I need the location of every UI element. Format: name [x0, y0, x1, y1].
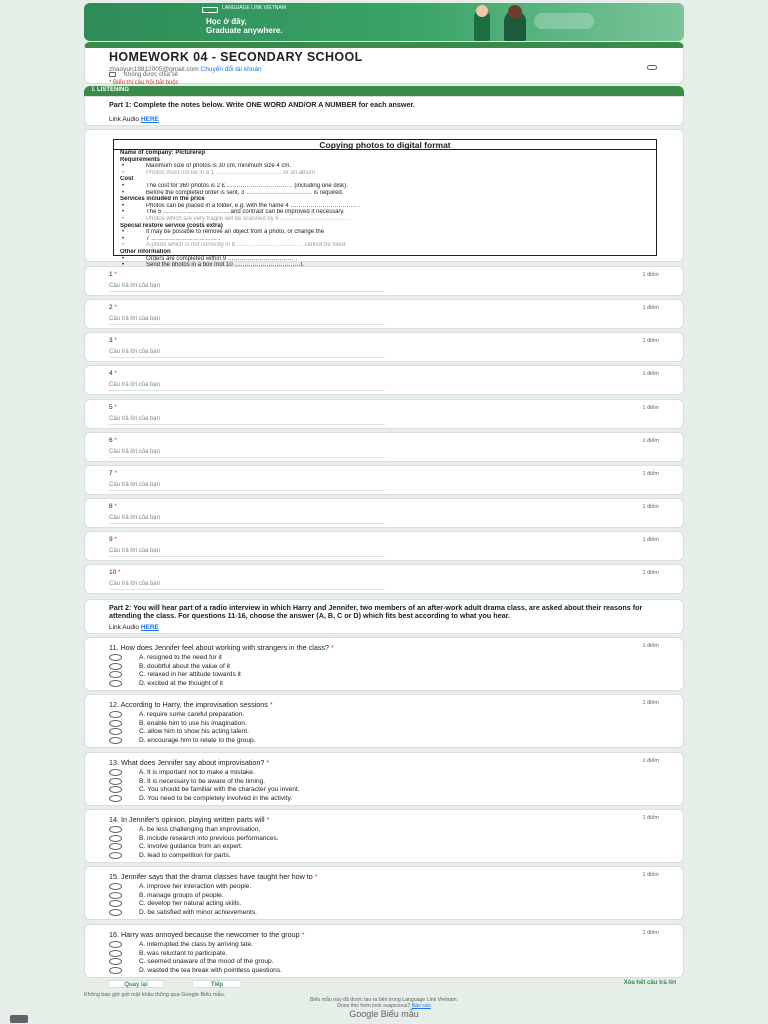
answer-option[interactable]: [109, 711, 649, 720]
multiple-choice-question: [84, 637, 684, 691]
option-label: A. improve her interaction with people.: [139, 883, 252, 890]
radio-button[interactable]: [109, 680, 122, 687]
short-answer-question: [84, 266, 684, 296]
answer-option[interactable]: [109, 786, 649, 795]
answer-option[interactable]: [109, 900, 649, 909]
required-star: *: [112, 503, 117, 510]
option-label: B. doubtful about the value of it: [139, 662, 230, 670]
logo-text: LANGUAGE LINK VIETNAM: [222, 5, 286, 11]
notes-row: Services included in the price: [120, 196, 205, 203]
answer-input[interactable]: Câu trả lời của bạn: [109, 316, 385, 325]
question-label: [109, 872, 318, 881]
notes-row: Cost: [120, 176, 134, 183]
option-label: B. It is necessary to be aware of the timing.: [139, 777, 266, 785]
question-label: [109, 304, 117, 311]
short-answer-question: [84, 299, 684, 329]
radio-button[interactable]: [109, 835, 122, 842]
radio-button[interactable]: [109, 728, 122, 735]
notes-row: • Photos must not be in a 1 …………………………… or an album.: [114, 170, 656, 177]
points-label: 1 điểm: [642, 570, 659, 576]
notes-row: Other information: [120, 248, 171, 255]
answer-option[interactable]: [109, 883, 649, 892]
question-number: 5: [109, 404, 113, 411]
answer-option[interactable]: [109, 720, 649, 729]
answer-option[interactable]: [109, 892, 649, 901]
required-star: *: [112, 304, 117, 311]
answer-option[interactable]: [109, 941, 649, 950]
multiple-choice-question: [84, 809, 684, 863]
cloud-save-icon: [647, 65, 657, 70]
banner-tagline: [206, 17, 282, 35]
answer-input[interactable]: Câu trả lời của bạn: [109, 349, 385, 358]
question-text: 14. In Jennifer's opinion, playing written parts will: [109, 815, 265, 824]
tagline-line-2: Graduate anywhere.: [206, 26, 283, 35]
radio-button[interactable]: [109, 900, 122, 907]
points-label: 1 điểm: [642, 371, 659, 377]
option-label: B. include research into previous performances.: [139, 834, 279, 842]
radio-button[interactable]: [109, 778, 122, 785]
required-star: *: [299, 930, 305, 939]
notes-row: • Photos which are very fragile will be scanned by 6 …………………………… .: [114, 216, 656, 223]
option-label: C. allow him to show his acting talent.: [139, 728, 249, 736]
question-number: 2: [109, 304, 113, 311]
radio-button[interactable]: [109, 967, 122, 974]
points-label: 1 điểm: [642, 872, 659, 878]
short-answer-question: [84, 332, 684, 362]
tagline-line-1: Học ở đây,: [206, 17, 247, 26]
required-star: *: [116, 569, 121, 576]
question-text: 16. Harry was annoyed because the newcomer to the group: [109, 930, 300, 939]
radio-button[interactable]: [109, 795, 122, 802]
option-label: C. relaxed in her attitude towards it: [139, 671, 241, 679]
question-label: [109, 370, 117, 377]
radio-button[interactable]: [109, 826, 122, 833]
answer-input[interactable]: Câu trả lời của bạn: [109, 581, 385, 590]
answer-input[interactable]: Câu trả lời của bạn: [109, 416, 385, 425]
question-label: [109, 569, 121, 576]
question-number: 8: [109, 503, 113, 510]
answer-option[interactable]: [109, 958, 649, 967]
required-star: *: [329, 643, 334, 652]
part1-audio-link[interactable]: HERE: [140, 116, 159, 123]
radio-button[interactable]: [109, 786, 122, 793]
title-card: [84, 42, 684, 84]
required-star: *: [112, 437, 117, 444]
points-label: 1 điểm: [642, 758, 659, 764]
option-label: B. manage groups of people.: [139, 891, 224, 899]
radio-button[interactable]: [109, 769, 122, 776]
required-star: *: [112, 536, 117, 543]
required-star: *: [112, 404, 117, 411]
question-label: [109, 700, 273, 709]
form-footer: [84, 980, 684, 1024]
form-title: HOMEWORK 04 - SECONDARY SCHOOL: [109, 50, 363, 64]
disclaimer-line: Biểu mẫu này đã được tạo ra bên trong Language Link Vietnam.: [309, 997, 459, 1003]
answer-option[interactable]: [109, 909, 649, 918]
option-label: D. You need to be completely involved in the activity.: [139, 794, 293, 802]
radio-button[interactable]: [109, 909, 122, 916]
radio-button[interactable]: [109, 892, 122, 899]
answer-input[interactable]: Câu trả lời của bạn: [109, 283, 385, 292]
question-number: 9: [109, 536, 113, 543]
answer-option[interactable]: [109, 778, 649, 787]
question-label: [109, 470, 117, 477]
answer-option[interactable]: [109, 680, 649, 689]
option-label: D. be satisfied with minor achievements.: [139, 908, 258, 916]
corner-widget-icon[interactable]: [10, 1015, 28, 1023]
notes-title: Copying photos to digital format: [114, 140, 656, 150]
points-label: 1 điểm: [642, 338, 659, 344]
question-text: 11. How does Jennifer feel about working with strangers in the class?: [109, 643, 330, 652]
question-text: 13. What does Jennifer say about improvisation?: [109, 758, 265, 767]
option-label: B. was reluctant to participate.: [139, 949, 228, 957]
notes-row: • Photos can be placed in a folder, e.g. with the name 4 …………………………… .: [114, 203, 656, 210]
notes-row: Name of company: Picturerep: [120, 150, 206, 156]
answer-option[interactable]: [109, 728, 649, 737]
notes-row: • Before the completed order is sent, 3 …………………………… is required.: [114, 190, 656, 197]
question-label: [109, 815, 269, 824]
part1-audio-line: [109, 116, 159, 123]
disclaimer: [84, 998, 684, 1009]
header-banner: [84, 3, 684, 41]
radio-button[interactable]: [109, 720, 122, 727]
option-label: D. lead to competition for parts.: [139, 851, 231, 859]
banner-decoration: [534, 13, 594, 29]
option-label: A. It is important not to make a mistake.: [139, 769, 255, 776]
required-star: *: [112, 271, 117, 278]
required-star: *: [112, 370, 117, 377]
option-label: A. resigned to the need for it: [139, 654, 222, 661]
question-text: 12. According to Harry, the improvisation sessions: [109, 700, 268, 709]
clear-form-link[interactable]: Xóa hết câu trả lời: [623, 980, 676, 986]
question-label: [109, 437, 117, 444]
switch-account-link[interactable]: Chuyển đổi tài khoản: [200, 66, 262, 73]
required-star: *: [112, 470, 117, 477]
points-label: 1 điểm: [642, 504, 659, 510]
notes-row: • It may be possible to remove an object from a photo, or change the: [114, 229, 656, 236]
not-shared-line: [109, 72, 178, 78]
option-label: D. excited at the thought of it: [139, 679, 223, 687]
required-star: *: [264, 815, 270, 824]
question-number: 10: [109, 569, 117, 576]
part1-instructions: [84, 96, 684, 126]
notes-row: • The cost for 360 photos is 2 £ …………………………… (including one disk).: [114, 183, 656, 190]
answer-option[interactable]: [109, 795, 649, 804]
back-button[interactable]: Quay lại: [108, 980, 164, 988]
radio-button[interactable]: [109, 950, 122, 957]
question-number: 3: [109, 337, 113, 344]
suspicious-text: Does this form look suspicious?: [337, 1002, 411, 1009]
option-label: C. involve guidance from an expert.: [139, 843, 243, 851]
question-label: [109, 758, 269, 767]
multiple-choice-question: [84, 866, 684, 920]
answer-input[interactable]: Câu trả lời của bạn: [109, 449, 385, 458]
account-email: zhaoyun19812005@gmail.com: [109, 66, 199, 73]
answer-option[interactable]: [109, 663, 649, 672]
points-label: 1 điểm: [642, 815, 659, 821]
part2-instructions: [84, 599, 684, 634]
short-answer-question: [84, 564, 684, 594]
notes-image-card: [84, 129, 684, 262]
section-title: I. LISTENING: [92, 87, 130, 93]
notes-row: • Maximum size of photos is 30 cm, minimum size 4 cm.: [114, 163, 656, 170]
option-label: C. seemed unaware of the mood of the group.: [139, 958, 274, 966]
cloud-off-icon: [109, 72, 116, 77]
answer-option[interactable]: [109, 950, 649, 959]
option-label: C. develop her natural acting skills.: [139, 900, 242, 908]
part1-title: Part 1: Complete the notes below. Write ONE WORD AND/OR A NUMBER for each answer.: [109, 100, 415, 109]
next-button[interactable]: Tiếp: [192, 980, 242, 988]
option-label: A. be less challenging than improvisation.: [139, 826, 261, 833]
radio-button[interactable]: [109, 654, 122, 661]
answer-option[interactable]: [109, 654, 649, 663]
report-link[interactable]: Báo cáo: [411, 1002, 431, 1009]
notes-table: [113, 139, 657, 262]
required-star: *: [267, 700, 273, 709]
question-label: [109, 404, 117, 411]
answer-option[interactable]: [109, 852, 649, 861]
question-label: [109, 930, 304, 939]
part2-audio-line: [109, 624, 159, 631]
answer-input[interactable]: Câu trả lời của bạn: [109, 382, 385, 391]
points-label: 1 điểm: [642, 272, 659, 278]
radio-button[interactable]: [109, 958, 122, 965]
audio-label: Link Audio: [109, 116, 141, 123]
points-label: 1 điểm: [642, 537, 659, 543]
question-label: [109, 503, 117, 510]
radio-button[interactable]: [109, 737, 122, 744]
option-label: B. enable him to use his imagination.: [139, 719, 247, 727]
radio-button[interactable]: [109, 852, 122, 859]
answer-option[interactable]: [109, 967, 649, 976]
answer-input[interactable]: Câu trả lời của bạn: [109, 515, 385, 524]
points-label: 1 điểm: [642, 438, 659, 444]
radio-button[interactable]: [109, 941, 122, 948]
answer-option[interactable]: [109, 671, 649, 680]
radio-button[interactable]: [109, 843, 122, 850]
points-label: 1 điểm: [642, 930, 659, 936]
question-label: [109, 271, 117, 278]
notes-row: Special restore service (costs extra): [120, 222, 223, 229]
notes-row: • The 5 …………………………… and contrast can be improved if necessary.: [114, 209, 656, 216]
audio-label: Link Audio: [109, 624, 141, 631]
section-header: [84, 86, 684, 96]
answer-option[interactable]: [109, 843, 649, 852]
short-answer-question: [84, 365, 684, 395]
points-label: 1 điểm: [642, 471, 659, 477]
question-label: [109, 643, 334, 652]
google-forms-logo: Google Biểu mẫu: [349, 1009, 419, 1019]
points-label: 1 điểm: [642, 305, 659, 311]
multiple-choice-question: [84, 752, 684, 806]
question-text: 15. Jennifer says that the drama classes have taught her how to: [109, 872, 313, 881]
multiple-choice-question: [84, 924, 684, 978]
part2-title: Part 2: You will hear part of a radio interview in which Harry and Jennifer, two members of an after-work adult drama class, are asked about their reasons for attending the class. For questions 11-16, choose the answer (A, B, C or D) which fits best according to what you hear.: [109, 603, 643, 620]
short-answer-question: [84, 465, 684, 495]
option-label: D. wasted the tea break with pointless questions.: [139, 966, 282, 974]
question-label: [109, 337, 117, 344]
notes-row: • Orders are completed within 9 …………………………… .: [114, 256, 656, 263]
question-number: 6: [109, 437, 113, 444]
notes-row: • A photo which is not correctly in 8 …………………………… cannot be fixed.: [114, 242, 656, 249]
option-label: A. interrupted the class by arriving late.: [139, 941, 253, 948]
option-label: D. encourage him to relate to the group.: [139, 736, 256, 744]
multiple-choice-question: [84, 694, 684, 748]
answer-option[interactable]: [109, 769, 649, 778]
option-label: A. require some careful preparation.: [139, 711, 245, 718]
required-note: * Biểu thị câu hỏi bắt buộc: [109, 80, 179, 86]
radio-button[interactable]: [109, 663, 122, 670]
question-number: 1: [109, 271, 113, 278]
short-answer-question: [84, 399, 684, 429]
short-answer-question: [84, 498, 684, 528]
radio-button[interactable]: [109, 711, 122, 718]
part2-audio-link[interactable]: HERE: [140, 624, 159, 631]
radio-button[interactable]: [109, 671, 122, 678]
short-answer-question: [84, 531, 684, 561]
answer-option[interactable]: [109, 835, 649, 844]
required-star: *: [264, 758, 270, 767]
answer-input[interactable]: Câu trả lời của bạn: [109, 482, 385, 491]
points-label: 1 điểm: [642, 700, 659, 706]
points-label: 1 điểm: [642, 643, 659, 649]
required-star: *: [312, 872, 318, 881]
answer-option[interactable]: [109, 737, 649, 746]
short-answer-question: [84, 432, 684, 462]
points-label: 1 điểm: [642, 405, 659, 411]
question-label: [109, 536, 117, 543]
required-star: *: [112, 337, 117, 344]
answer-option[interactable]: [109, 826, 649, 835]
notes-row: • 7 …………………………… .: [114, 236, 656, 243]
form-container: [84, 0, 684, 1019]
not-shared-label: Không được chia sẻ: [124, 72, 178, 79]
notes-row: Requirements: [120, 156, 161, 163]
teacher-head: [508, 5, 522, 19]
password-warning: Không bao giờ gửi mật khẩu thông qua Google Biểu mẫu.: [84, 992, 226, 998]
student-head: [476, 5, 488, 17]
answer-input[interactable]: Câu trả lời của bạn: [109, 548, 385, 557]
option-label: C. You should be familiar with the character you invent.: [139, 786, 300, 794]
question-number: 4: [109, 370, 113, 377]
radio-button[interactable]: [109, 883, 122, 890]
question-number: 7: [109, 470, 113, 477]
logo-icon: [202, 7, 218, 13]
